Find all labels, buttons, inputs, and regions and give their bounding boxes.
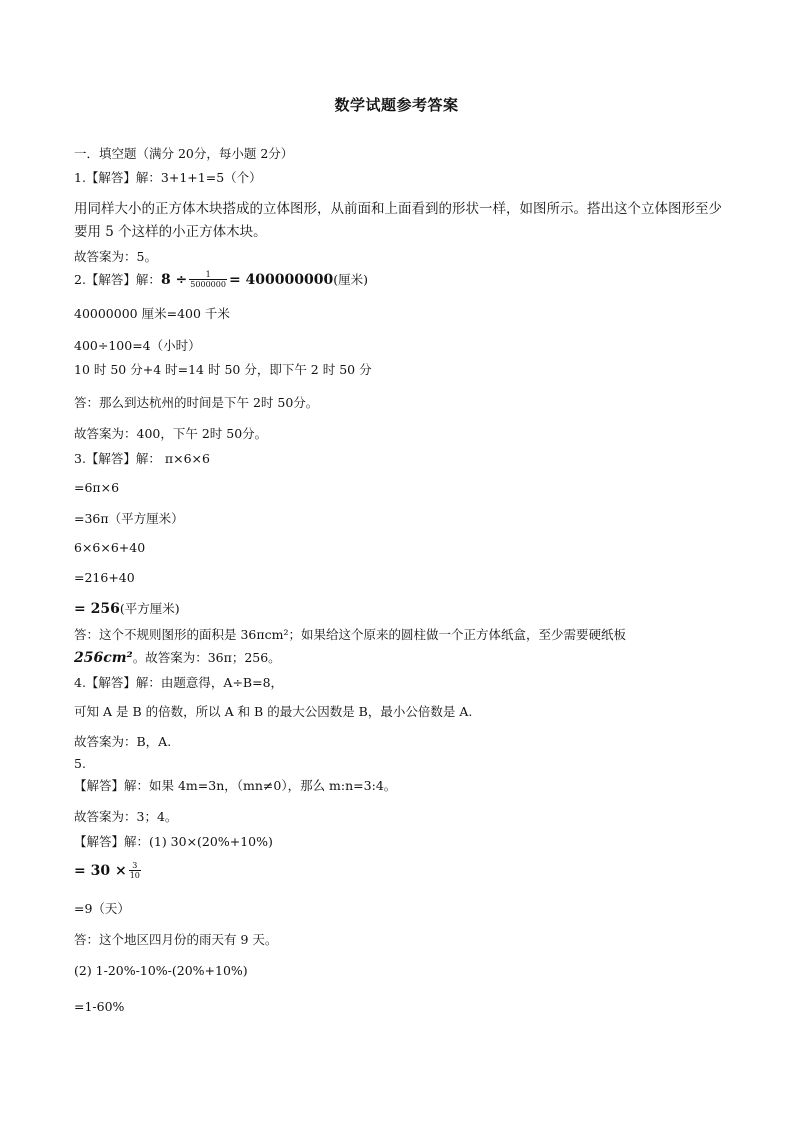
section-heading: 一．填空题（满分 20分，每小题 2分） [74, 146, 294, 161]
q6-line1-left: = 30 × [74, 862, 127, 879]
q2-answer: 故答案为：400，下午 2时 50分。 [74, 426, 268, 441]
q3-line5-unit: (平方厘米) [119, 601, 180, 616]
q3-line2: =36π（平方厘米） [74, 511, 184, 526]
q2-fraction [189, 270, 227, 289]
q3-line1: =6π×6 [74, 480, 120, 495]
q4-answer: 故答案为：B，A. [74, 734, 172, 749]
q1-explanation: 用同样大小的正方体木块搭成的立体图形，从前面和上面看到的形状一样，如图所示。搭出这个立体图形至少要用 5 个这样的小正方体木块。 [74, 201, 722, 240]
q6-fraction [129, 861, 141, 880]
q2-line3: 10 时 50 分+4 时=14 时 50 分，即下午 2 时 50 分 [74, 362, 372, 377]
q2-head [74, 270, 368, 289]
q6-frac-denominator: 10 [129, 871, 140, 880]
q4-line1: 可知 A 是 B 的倍数，所以 A 和 B 的最大公因数是 B，最小公倍数是 A. [74, 704, 473, 719]
q3-line7 [74, 650, 281, 666]
q3-line5-value: = 256 [74, 601, 120, 617]
q1-answer: 故答案为：5。 [74, 249, 157, 264]
q6-head: 【解答】解：(1) 30×(20%+10%) [74, 834, 273, 849]
q3-line5 [74, 601, 180, 617]
q2-line2: 400÷100=4（小时） [74, 338, 201, 353]
q4-head: 4.【解答】解：由题意得，A÷B=8， [74, 675, 284, 690]
q2-frac-numerator: 1 [189, 270, 227, 280]
q3-line6: 答：这个不规则图形的面积是 36πcm²；如果给这个原来的圆柱做一个正方体纸盒，至少需要硬纸板 [74, 627, 626, 642]
q3-line3: 6×6×6+40 [74, 540, 146, 555]
q6-frac-numerator: 3 [129, 861, 141, 871]
q5-answer: 故答案为：3；4。 [74, 809, 178, 824]
q6-line2: =9（天） [74, 901, 130, 916]
q2-line4: 答：那么到达杭州的时间是下午 2时 50分。 [74, 395, 319, 410]
q2-frac-denominator: 5000000 [190, 280, 226, 289]
q1-head: 1.【解答】解：3+1+1=5（个） [74, 170, 262, 185]
q5-head: 【解答】解：如果 4m=3n，（mn≠0），那么 m:n=3:4。 [74, 778, 397, 793]
q5-number: 5. [74, 756, 86, 771]
q3-head: 3.【解答】解： π×6×6 [74, 451, 210, 466]
q3-line4: =216+40 [74, 570, 135, 585]
q6-line4: (2) 1-20%-10%-(20%+10%) [74, 963, 248, 978]
q6-line5: =1-60% [74, 999, 125, 1014]
q2-expr-unit: (厘米) [333, 271, 368, 287]
q6-line3: 答：这个地区四月份的雨天有 9 天。 [74, 932, 278, 947]
q2-head-prefix: 2.【解答】解： [74, 271, 161, 287]
q3-line7-rest: 。故答案为：36π；256。 [132, 650, 281, 665]
q2-expr-right: = 400000000 [228, 271, 334, 288]
page-title: 数学试题参考答案 [334, 96, 459, 114]
q3-line7-value: 256cm² [74, 650, 133, 666]
q2-expr-left: 8 ÷ [160, 271, 188, 288]
q6-line1 [74, 861, 143, 880]
q2-line1: 40000000 厘米=400 千米 [74, 306, 230, 321]
